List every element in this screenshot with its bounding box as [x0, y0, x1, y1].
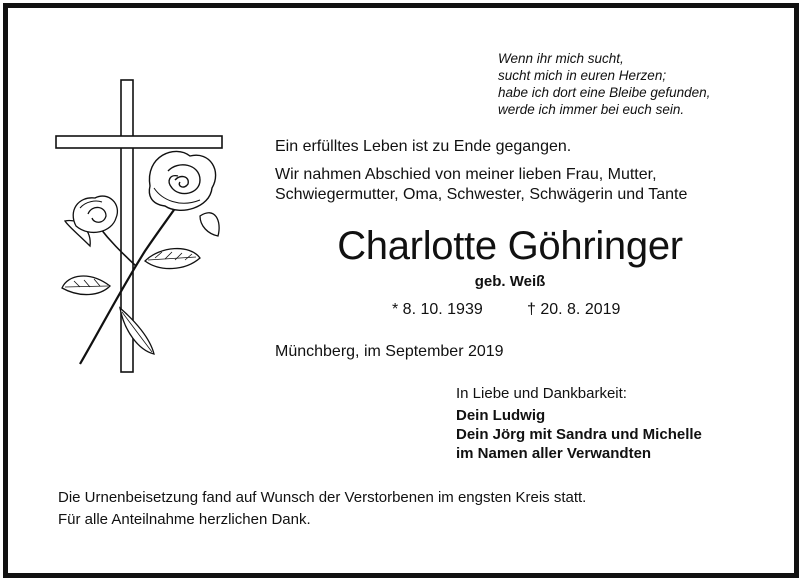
signer-line: Dein Ludwig	[456, 407, 546, 424]
signer-line: Dein Jörg mit Sandra und Michelle	[456, 426, 702, 443]
death-date: † 20. 8. 2019	[527, 301, 621, 318]
poem-line: habe ich dort eine Bleibe gefunden,	[498, 85, 711, 100]
footer-note	[58, 487, 586, 531]
signature-block	[456, 406, 702, 463]
deceased-name: Charlotte Göhringer	[337, 224, 683, 268]
footer-line: Die Urnenbeisetzung fand auf Wunsch der Verstorbenen im engsten Kreis statt.	[58, 489, 587, 506]
birth-name: geb. Weiß	[474, 273, 546, 290]
memorial-poem	[498, 50, 710, 118]
footer-line: Für alle Anteilnahme herzlichen Dank.	[58, 511, 311, 528]
announcement-farewell	[275, 165, 687, 205]
signer-line: im Namen aller Verwandten	[456, 445, 652, 462]
poem-line: Wenn ihr mich sucht,	[498, 51, 624, 66]
cross-with-rose-icon	[50, 76, 225, 376]
announcement-lead: Ein erfülltes Leben ist zu Ende gegangen.	[275, 138, 572, 155]
poem-line: werde ich immer bei euch sein.	[498, 102, 685, 117]
place-and-date: Münchberg, im September 2019	[275, 343, 504, 360]
farewell-line: Schwiegermutter, Oma, Schwester, Schwägerin und Tante	[275, 186, 688, 203]
birth-date: * 8. 10. 1939	[392, 301, 483, 318]
farewell-line: Wir nahmen Abschied von meiner lieben Frau, Mutter,	[275, 166, 657, 183]
poem-line: sucht mich in euren Herzen;	[498, 68, 667, 83]
signature-intro: In Liebe und Dankbarkeit:	[456, 385, 627, 402]
